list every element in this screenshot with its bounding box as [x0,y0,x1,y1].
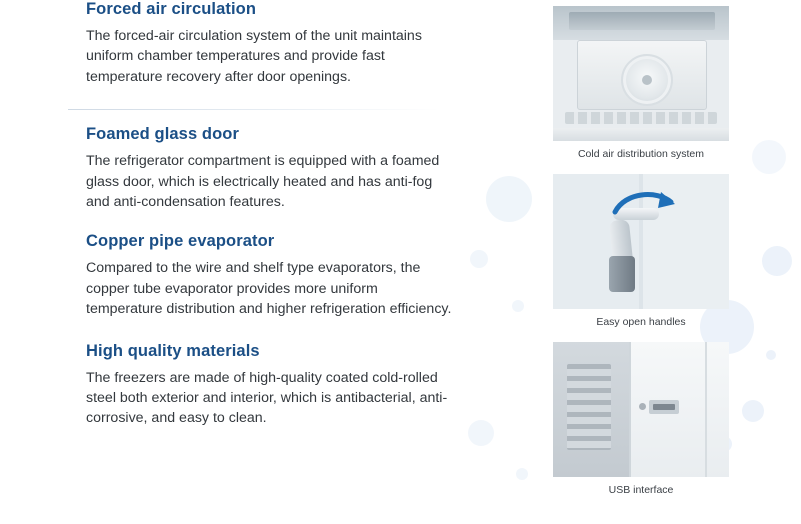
figure-column [553,6,729,496]
decorative-dot [470,250,488,268]
feature-list [68,0,458,429]
decorative-dot [512,300,524,312]
decorative-dot [742,400,764,422]
circulation-fan-icon [621,54,673,106]
air-vent-grate [565,112,717,124]
usb-interface-photo [553,342,729,477]
figure-caption: Cold air distribution system [577,148,705,160]
easy-open-handle-photo [553,174,729,309]
feature-item-copper-pipe-evaporator [68,232,458,319]
feature-title: Copper pipe evaporator [86,232,275,251]
decorative-dot [486,176,532,222]
cold-air-distribution-photo [553,6,729,141]
curved-arrow-icon [611,188,681,218]
figure-usb-interface [553,342,729,496]
feature-item-foamed-glass-door [68,109,458,212]
figure-easy-open-handles [553,174,729,328]
feature-title: Forced air circulation [86,0,256,18]
feature-title: Foamed glass door [86,125,239,144]
panel-seam [705,342,707,477]
feature-body: The refrigerator compartment is equipped with a foamed glass door, which is electrically heated and has anti-fog and anti-condensation features. [86,153,440,211]
feature-title: High quality materials [86,341,260,360]
handle-grip [609,256,635,292]
ventilation-slots [567,364,611,450]
feature-item-forced-air-circulation [68,0,458,87]
decorative-dot [766,350,776,360]
usb-port-icon [649,400,679,414]
feature-item-high-quality-materials [68,342,458,429]
figure-caption: Easy open handles [596,316,686,328]
feature-body: Compared to the wire and shelf type evaporators, the copper tube evaporator provides more uniform temperature distribution and higher refrigeration efficiency. [86,260,452,318]
decorative-dot [468,420,494,446]
chamber-ceiling [553,6,729,40]
chamber-shelf [553,128,729,141]
screw-icon [639,403,646,410]
figure-caption: USB interface [608,484,674,496]
decorative-dot [752,140,786,174]
figure-cold-air-distribution [553,6,729,160]
feature-body: The freezers are made of high-quality coated cold-rolled steel both exterior and interior, which is antibacterial, anti-corrosive, and easy to clean. [86,369,448,427]
decorative-dot [762,246,792,276]
feature-body: The forced-air circulation system of the unit maintains uniform chamber temperatures and provide fast temperature recovery after door openings. [86,28,422,85]
feature-divider [68,109,440,110]
decorative-dot [516,468,528,480]
